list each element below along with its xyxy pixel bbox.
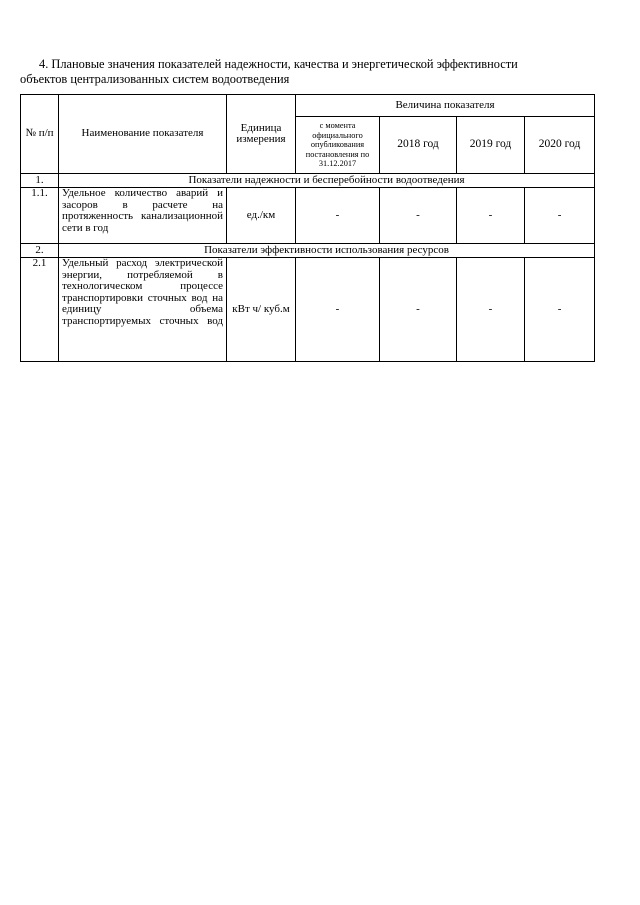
section-row [21,244,595,258]
table-row [21,188,595,244]
section-row [21,174,595,188]
section-title: Показатели надежности и бесперебойности водоотведения [59,174,595,188]
section-num: 1. [21,174,59,188]
row-indicator-name: Удельное количество аварий и засоров в расчете на протяженность канализационной сети в год [59,188,227,244]
section-title: Показатели эффективности использования ресурсов [59,244,595,258]
row-value-2020: - [525,258,595,362]
header-period-2020: 2020 год [525,117,595,174]
row-unit: ед./км [227,188,296,244]
document-heading [20,57,605,87]
row-indicator-name: Удельный расход электрической энергии, потребляемой в технологическом процессе транспортировки сточных вод на единицу объема транспортируемых сточных вод [59,258,227,362]
header-row-1 [21,95,595,117]
row-value-2019: - [457,188,525,244]
header-value-group: Величина показателя [296,95,595,117]
header-num: № п/п [21,95,59,174]
heading-line-1: 4. Плановые значения показателей надежности, качества и энергетической эффективности [39,57,518,71]
indicators-table [20,94,595,362]
row-num: 2.1 [21,258,59,362]
section-num: 2. [21,244,59,258]
row-value-initial: - [296,188,380,244]
header-period-initial: с момента официального опубликования постановления по 31.12.2017 [296,117,380,174]
header-name: Наименование показателя [59,95,227,174]
heading-line-2: объектов централизованных систем водоотведения [20,72,290,86]
header-period-2019: 2019 год [457,117,525,174]
header-period-2018: 2018 год [380,117,457,174]
row-value-2018: - [380,188,457,244]
row-value-2020: - [525,188,595,244]
row-value-2019: - [457,258,525,362]
row-value-2018: - [380,258,457,362]
row-num: 1.1. [21,188,59,244]
row-unit: кВт ч/ куб.м [227,258,296,362]
row-value-initial: - [296,258,380,362]
table-row [21,258,595,362]
header-unit: Единица измерения [227,95,296,174]
